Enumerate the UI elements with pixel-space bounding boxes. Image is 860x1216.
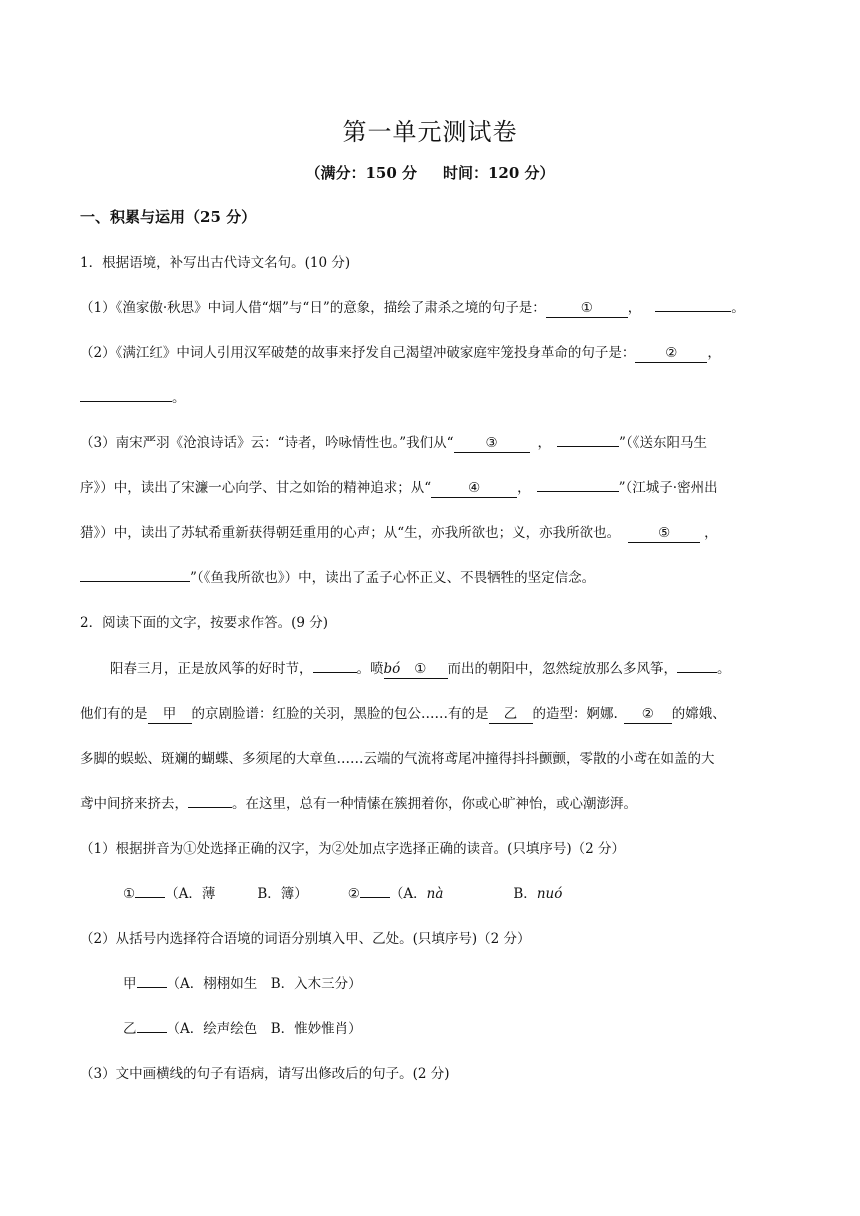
subquestion-2-yi: 乙 （A．绘声绘色 B．惟妙惟肖）: [123, 1021, 362, 1037]
answer-blank-5[interactable]: ⑤: [628, 524, 700, 543]
choice-blank-jia[interactable]: [137, 987, 167, 988]
passage-blank-a[interactable]: [313, 672, 357, 673]
time-limit: 时间：120 分）: [443, 164, 555, 182]
subquestion-3: （3）文中画横线的句子有语病，请写出修改后的句子。(2 分): [80, 1066, 450, 1082]
full-score: （满分：150 分: [305, 164, 417, 182]
question-1-3-l3: 猎》）中，读出了苏轼希重新获得朝廷重用的心声；从“生，亦我所欲也；义，亦我所欲也。 ⑤ ，: [80, 525, 718, 541]
passage-blank-2[interactable]: ②: [624, 705, 672, 724]
passage-line-2: 他们有的是 甲 的京剧脸谱：红脸的关羽，黑脸的包公……有的是 乙 的造型：婀娜. ② 的嫦娥、: [80, 706, 726, 722]
answer-blank-4b[interactable]: [537, 491, 619, 492]
passage-blank-1[interactable]: bó ①: [384, 660, 448, 679]
question-1-stem: 1．根据语境，补写出古代诗文名句。(10 分): [80, 255, 351, 271]
exam-info: [0, 162, 860, 183]
choice-blank-2[interactable]: [360, 897, 390, 898]
question-1-3-l4: ”（《鱼我所欲也》）中，读出了孟子心怀正义、不畏牺牲的坚定信念。: [80, 567, 780, 589]
choice-blank-yi[interactable]: [137, 1032, 167, 1033]
question-1-3-l2: 序》）中，读出了宋濂一心向学、甘之如饴的精神追求；从“ ④ ， ”（江城子·密州出: [80, 480, 718, 496]
passage-line-3: 多脚的蜈蚣、斑斓的蝴蝶、多须尾的大章鱼……云端的气流将鸢尾冲撞得抖抖颤颤，零散的小鸢在如盖的大: [80, 751, 715, 767]
passage-blank-yi[interactable]: 乙: [489, 705, 533, 724]
answer-blank-2b[interactable]: [80, 401, 172, 402]
page-title: 第一单元测试卷: [342, 118, 518, 146]
question-1-1: （1）《渔家傲·秋思》中词人借“烟”与“日”的意象，描绘了肃杀之境的句子是： ① ， 。: [80, 300, 745, 316]
passage-blank-c[interactable]: [188, 807, 232, 808]
pinyin-bo: bó: [383, 661, 401, 677]
question-1-3: （3）南宋严羽《沧浪诗话》云：“诗者，吟咏情性也。”我们从“ ③ ， ”（《送东阳马生: [80, 435, 707, 451]
choice-blank-1[interactable]: [135, 897, 165, 898]
passage-blank-jia[interactable]: 甲: [148, 705, 192, 724]
answer-blank-4[interactable]: ④: [431, 479, 517, 498]
question-2-stem: 2．阅读下面的文字，按要求作答。(9 分): [80, 615, 329, 631]
passage-line-4: 鸢中间挤来挤去， 。在这里，总有一种情愫在簇拥着你，你或心旷神怡，或心潮澎湃。: [80, 796, 637, 812]
answer-blank-3[interactable]: ③: [454, 434, 530, 453]
subquestion-1-options: ① （A．薄 B．簿） ② （A．nà B．nuó: [123, 886, 563, 902]
subquestion-2: （2）从括号内选择符合语境的词语分别填入甲、乙处。(只填序号)（2 分）: [80, 931, 531, 947]
question-1-2-cont: 。: [80, 387, 780, 409]
passage-line-1: 阳春三月，正是放风筝的好时节， 。喷bó ① 而出的朝阳中，忽然绽放那么多风筝， 。: [110, 661, 731, 677]
subquestion-1: （1）根据拼音为①处选择正确的汉字，为②处加点字选择正确的读音。(只填序号)（2 分）: [80, 841, 626, 857]
answer-blank-1[interactable]: ①: [546, 299, 628, 318]
question-1-2: （2）《满江红》中词人引用汉军破楚的故事来抒发自己渴望冲破家庭牢笼投身革命的句子是： ② ，: [80, 345, 721, 361]
answer-blank-5b[interactable]: [80, 581, 190, 582]
section-heading: 一、积累与运用（25 分）: [80, 208, 257, 226]
answer-blank-1b[interactable]: [655, 311, 731, 312]
passage-blank-b[interactable]: [677, 672, 717, 673]
answer-blank-3b[interactable]: [557, 446, 619, 447]
subquestion-2-jia: 甲 （A．栩栩如生 B．入木三分）: [123, 976, 362, 992]
answer-blank-2[interactable]: ②: [635, 344, 707, 363]
